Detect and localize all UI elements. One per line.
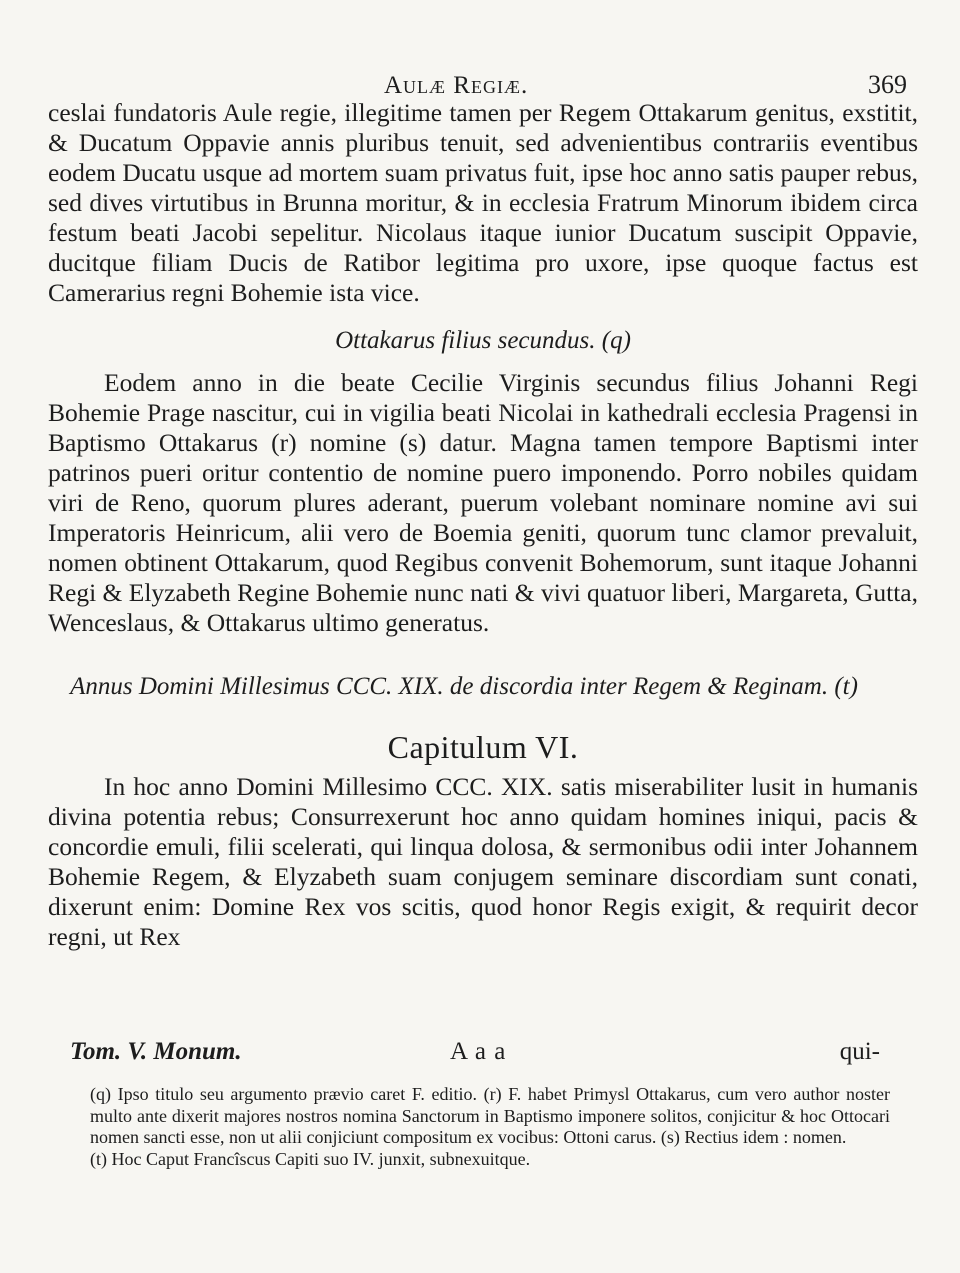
- printer-signature: A a a: [450, 1038, 507, 1065]
- footnote-q-r-s: (q) Ipso titulo seu argumento prævio caret F. editio. (r) F. habet Primysl Ottakarus, cum vero author noster multo ante dixerit majores nostros nomina Sanctorum in Baptismo imponere solitos, conjicitur & hoc Ottocari nomen sancti esse, non ut alii conjiciunt compositum ex vocibus: Ottoni carus. (s) Rectius idem : nomen.: [90, 1084, 890, 1147]
- catchword: qui-: [839, 1038, 880, 1065]
- section-heading: Ottakarus filius secundus. (q): [335, 327, 631, 354]
- page-number: 369: [868, 70, 907, 99]
- paragraph-1: ceslai fundatoris Aule regie, illegitime tamen per Regem Ottakarum genitus, exstitit, & Ducatum Oppavie annis pluribus tenuit, sed advenientibus contrariis eventibus eodem Ducatu usque ad mortem suam privatus fuit, ipse hoc anno satis pauper rebus, sed dives virtutibus in Brunna moritur, & in ecclesia Fratrum Minorum ibidem circa festum beati Jacobi sepelitur. Nicolaus itaque iunior Ducatum suscipit Oppavie, ducitque filiam Ducis de Ratibor legitima pro uxore, ipse quoque factus est Camerarius regni Bohemie ista vice.: [48, 98, 918, 307]
- year-heading: Annus Domini Millesimus CCC. XIX. de discordia inter Regem & Reginam. (t): [70, 673, 858, 700]
- paragraph-3: In hoc anno Domini Millesimo CCC. XIX. satis miserabiliter lusit in humanis divina potentia rebus; Consurrexerunt hoc anno quidam homines iniqui, pacis & concordie emuli, filii scelerati, qui linqua dolosa, & sermonibus odii inter Johannem Bohemie Regem, & Elyzabeth suam conjugem seminare discordiam sunt conati, dixerunt enim: Domine Rex vos scitis, quod honor Regis exigit, & requirit decor regni, ut Rex: [48, 772, 918, 951]
- chapter-title: Capitulum VI.: [387, 729, 579, 765]
- footnote-t: (t) Hoc Caput Francîscus Capiti suo IV. junxit, subnexuitque.: [90, 1148, 531, 1169]
- paragraph-2: Eodem anno in die beate Cecilie Virginis secundus filius Johanni Regi Bohemie Prage nascitur, cui in vigilia beati Nicolai in kathedrali ecclesia Pragensi in Baptismo Ottakarus (r) nomine (s) datur. Magna tamen tempore Baptismi inter patrinos pueri oritur contentio de nomine puero imponendo. Porro nobiles quidam viri de Reno, quorum plures aderant, puerum volebant nominare nomine avi sui Imperatoris Heinricum, alii vero de Boemia geniti, quorum tunc clamor prevaluit, nomen obtinent Ottakarum, quod Regibus convenit Bohemorum, sunt itaque Johanni Regi & Elyzabeth Regine Bohemie nunc nati & vivi quatuor liberi, Margareta, Gutta, Wenceslaus, & Ottakarus ultimo generatus.: [48, 368, 918, 637]
- running-head-title: Aulæ Regiæ.: [384, 72, 529, 99]
- signature-line: [70, 1038, 880, 1070]
- footnotes: [90, 1084, 890, 1170]
- volume-reference: Tom. V. Monum.: [70, 1038, 242, 1065]
- main-text: [48, 98, 918, 952]
